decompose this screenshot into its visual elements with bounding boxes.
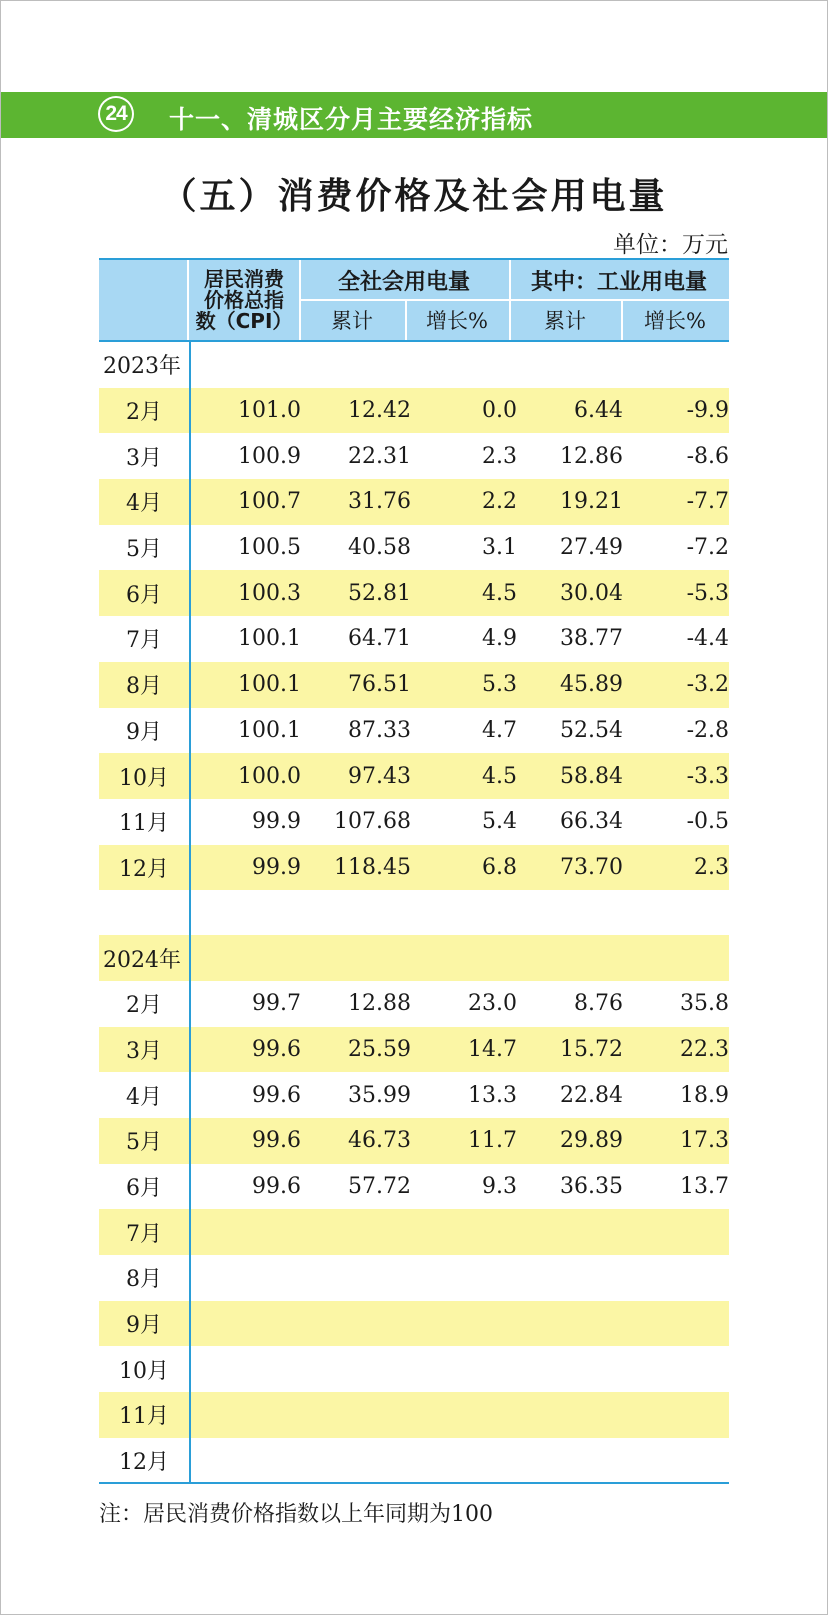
month-cell: 11月: [119, 811, 169, 837]
ind-cum-cell: 6.44: [574, 398, 623, 424]
ind-cum-cell: 29.89: [560, 1128, 623, 1154]
month-cell: 4月: [126, 1084, 162, 1110]
month-cell: 9月: [126, 719, 162, 745]
total-growth-cell: 0.0: [482, 398, 517, 424]
page-title: （五）消费价格及社会用电量: [160, 176, 668, 217]
total-cum-cell: 25.59: [348, 1036, 411, 1062]
header-cpi: [189, 260, 299, 340]
total-growth-cell: 23.0: [468, 991, 517, 1017]
table-row: [99, 433, 729, 479]
table-row: [99, 388, 729, 434]
ind-cum-cell: 27.49: [560, 535, 623, 561]
header-cpi-line1: 居民消费: [204, 266, 284, 291]
total-growth-cell: 4.7: [482, 717, 517, 743]
total-cum-cell: 12.88: [348, 991, 411, 1017]
ind-cum-cell: 12.86: [560, 443, 623, 469]
month-column-divider: [189, 342, 191, 1484]
section-title: 十一、清城区分月主要经济指标: [169, 105, 534, 134]
table-row: [99, 1209, 729, 1255]
cpi-cell: 99.6: [252, 1036, 301, 1062]
ind-growth-cell: 17.3: [680, 1128, 729, 1154]
ind-growth-cell: -8.6: [686, 443, 729, 469]
year-row: [99, 935, 729, 981]
ind-growth-cell: -0.5: [686, 809, 729, 835]
cpi-cell: 99.6: [252, 1174, 301, 1200]
month-cell: 6月: [126, 582, 162, 608]
ind-cum-cell: 38.77: [560, 626, 623, 652]
ind-cum-cell: 22.84: [560, 1082, 623, 1108]
total-growth-cell: 13.3: [468, 1082, 517, 1108]
unit-label: 单位：万元: [613, 232, 728, 258]
ind-growth-cell: 2.3: [694, 854, 729, 880]
total-cum-cell: 22.31: [348, 443, 411, 469]
cpi-cell: 99.9: [252, 809, 301, 835]
ind-cum-cell: 52.54: [560, 717, 623, 743]
ind-growth-cell: 13.7: [680, 1174, 729, 1200]
ind-growth-cell: -3.3: [686, 763, 729, 789]
total-growth-cell: 2.3: [482, 443, 517, 469]
ind-cum-cell: 45.89: [560, 672, 623, 698]
table-row: [99, 708, 729, 754]
header-divider: [621, 300, 623, 340]
table-row: [99, 662, 729, 708]
total-cum-cell: 46.73: [348, 1128, 411, 1154]
total-growth-cell: 14.7: [468, 1036, 517, 1062]
cpi-cell: 100.1: [238, 626, 301, 652]
header-cpi-line3: 数（CPI）: [195, 308, 293, 333]
year-row: [99, 342, 729, 388]
table-row: [99, 1301, 729, 1347]
month-cell: 8月: [126, 674, 162, 700]
section-banner: [1, 92, 827, 138]
table-bottom-rule: [99, 1482, 729, 1484]
month-cell: 2月: [126, 993, 162, 1019]
header-total-electricity: 全社会用电量: [337, 269, 470, 295]
header-ind-growth: 增长%: [644, 309, 706, 333]
table-row: [99, 1164, 729, 1210]
header-industrial-electricity: 其中：工业用电量: [530, 269, 707, 295]
ind-growth-cell: -2.8: [686, 717, 729, 743]
month-cell: 12月: [119, 856, 169, 882]
ind-cum-cell: 66.34: [560, 809, 623, 835]
total-growth-cell: 3.1: [482, 535, 517, 561]
cpi-cell: 100.1: [238, 717, 301, 743]
total-cum-cell: 76.51: [348, 672, 411, 698]
ind-growth-cell: -5.3: [686, 580, 729, 606]
cpi-cell: 99.6: [252, 1128, 301, 1154]
month-cell: 6月: [126, 1176, 162, 1202]
table-row: [99, 1118, 729, 1164]
spacer-row: [99, 890, 729, 935]
header-divider: [405, 300, 407, 340]
total-growth-cell: 4.9: [482, 626, 517, 652]
table-body: [99, 342, 729, 1484]
table-header: [99, 258, 729, 342]
cpi-cell: 99.7: [252, 991, 301, 1017]
year-label: 2024年: [103, 947, 181, 973]
total-growth-cell: 6.8: [482, 854, 517, 880]
table-row: [99, 1392, 729, 1438]
total-cum-cell: 57.72: [348, 1174, 411, 1200]
total-cum-cell: 31.76: [348, 489, 411, 515]
table-row: [99, 1027, 729, 1073]
header-ind-cum: 累计: [544, 309, 586, 333]
table-row: [99, 753, 729, 799]
header-divider: [299, 299, 729, 301]
total-growth-cell: 4.5: [482, 580, 517, 606]
cpi-cell: 99.6: [252, 1082, 301, 1108]
table-row: [99, 981, 729, 1027]
ind-growth-cell: -9.9: [686, 398, 729, 424]
table-row: [99, 1346, 729, 1392]
table-row: [99, 525, 729, 571]
table-row: [99, 616, 729, 662]
cpi-cell: 100.9: [238, 443, 301, 469]
ind-cum-cell: 58.84: [560, 763, 623, 789]
header-cpi-line2: 价格总指: [204, 287, 284, 312]
table-row: [99, 570, 729, 616]
cpi-cell: 100.3: [238, 580, 301, 606]
ind-cum-cell: 36.35: [560, 1174, 623, 1200]
month-cell: 5月: [126, 1130, 162, 1156]
header-total-growth: 增长%: [426, 309, 488, 333]
ind-growth-cell: 18.9: [680, 1082, 729, 1108]
cpi-cell: 100.7: [238, 489, 301, 515]
cpi-cell: 101.0: [238, 398, 301, 424]
total-cum-cell: 107.68: [334, 809, 411, 835]
page-number: 24: [100, 98, 132, 130]
total-cum-cell: 12.42: [348, 398, 411, 424]
month-cell: 10月: [119, 765, 169, 791]
header-divider: [187, 260, 189, 340]
ind-growth-cell: -3.2: [686, 672, 729, 698]
total-growth-cell: 4.5: [482, 763, 517, 789]
total-cum-cell: 64.71: [348, 626, 411, 652]
table-row: [99, 1438, 729, 1484]
total-cum-cell: 52.81: [348, 580, 411, 606]
cpi-cell: 99.9: [252, 854, 301, 880]
month-cell: 10月: [119, 1358, 169, 1384]
month-cell: 11月: [119, 1404, 169, 1430]
total-cum-cell: 35.99: [348, 1082, 411, 1108]
table-row: [99, 799, 729, 845]
ind-growth-cell: -7.2: [686, 535, 729, 561]
total-cum-cell: 40.58: [348, 535, 411, 561]
total-growth-cell: 5.3: [482, 672, 517, 698]
month-cell: 2月: [126, 400, 162, 426]
total-growth-cell: 11.7: [468, 1128, 517, 1154]
total-growth-cell: 9.3: [482, 1174, 517, 1200]
month-cell: 7月: [126, 1221, 162, 1247]
header-total-cum: 累计: [331, 309, 373, 333]
month-cell: 5月: [126, 537, 162, 563]
total-cum-cell: 118.45: [334, 854, 411, 880]
cpi-cell: 100.0: [238, 763, 301, 789]
ind-growth-cell: 22.3: [680, 1036, 729, 1062]
year-label: 2023年: [103, 354, 181, 380]
page-number-badge: [98, 96, 134, 132]
month-cell: 3月: [126, 1038, 162, 1064]
footnote: 注：居民消费价格指数以上年同期为100: [99, 1502, 493, 1527]
ind-growth-cell: -7.7: [686, 489, 729, 515]
total-growth-cell: 2.2: [482, 489, 517, 515]
ind-cum-cell: 19.21: [560, 489, 623, 515]
month-cell: 3月: [126, 445, 162, 471]
month-cell: 8月: [126, 1267, 162, 1293]
ind-growth-cell: -4.4: [686, 626, 729, 652]
ind-cum-cell: 15.72: [560, 1036, 623, 1062]
month-cell: 7月: [126, 628, 162, 654]
month-cell: 4月: [126, 491, 162, 517]
month-cell: 9月: [126, 1313, 162, 1339]
table-row: [99, 1255, 729, 1301]
table-row: [99, 1072, 729, 1118]
ind-cum-cell: 8.76: [574, 991, 623, 1017]
total-cum-cell: 87.33: [348, 717, 411, 743]
data-table: [99, 258, 729, 1484]
ind-growth-cell: 35.8: [680, 991, 729, 1017]
cpi-cell: 100.5: [238, 535, 301, 561]
table-row: [99, 479, 729, 525]
month-cell: 12月: [119, 1450, 169, 1476]
ind-cum-cell: 73.70: [560, 854, 623, 880]
table-row: [99, 845, 729, 891]
ind-cum-cell: 30.04: [560, 580, 623, 606]
total-growth-cell: 5.4: [482, 809, 517, 835]
cpi-cell: 100.1: [238, 672, 301, 698]
total-cum-cell: 97.43: [348, 763, 411, 789]
